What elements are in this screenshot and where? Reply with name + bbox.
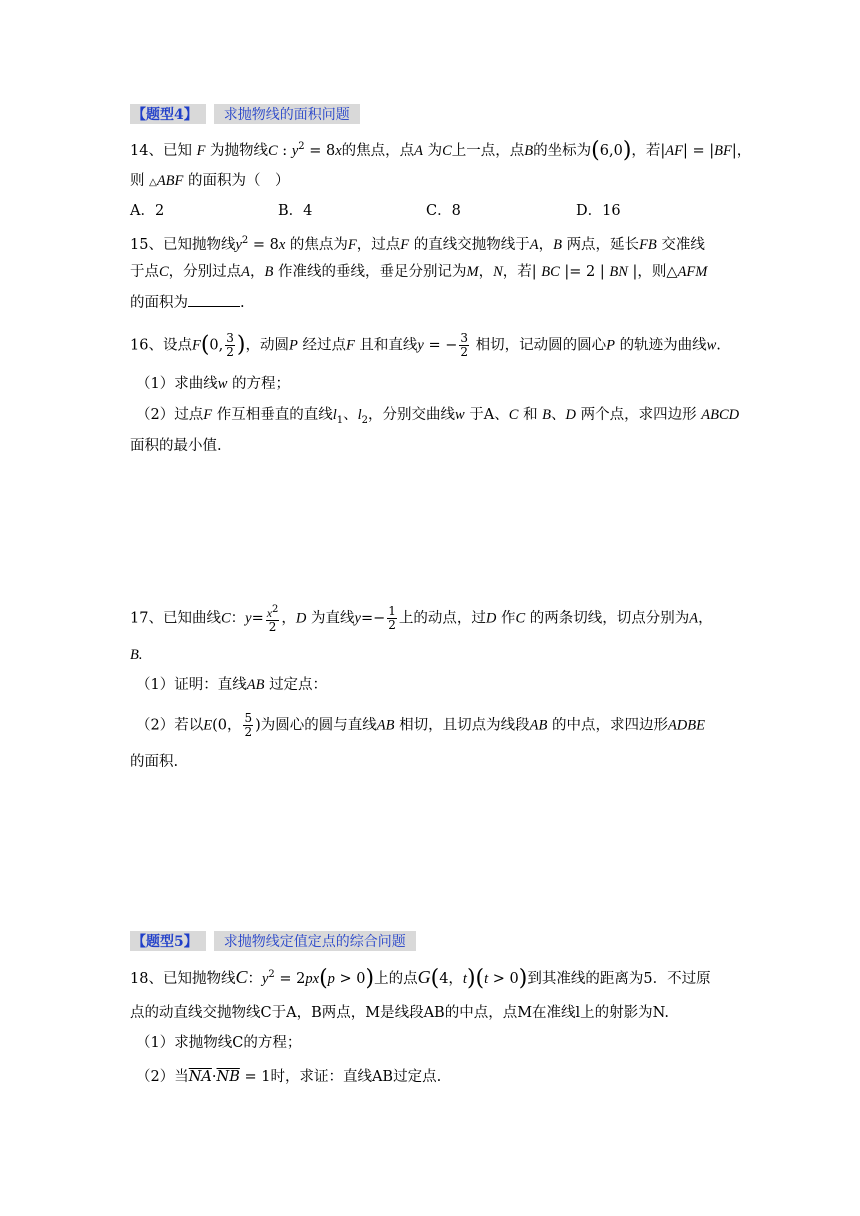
question-17-line-1: 17、已知曲线C：y= $\frac{x^2}{2}$ ，D 为直线y=− $\frac{1}{2}$ 上的动点，过D 作C 的两条切线，切点分别为A， (130, 604, 713, 634)
section-header-5 (130, 931, 416, 951)
option-a: A．2 (130, 203, 165, 219)
question-16-part-2-cont: 面积的最小值. (130, 438, 222, 454)
question-18-part-2: （2）当$\overline{NA}\cdot\overline{NB} = 1$时，求证：直线AB过定点. (136, 1069, 442, 1085)
question-17-part-1: （1）证明：直线AB 过定点： (136, 677, 328, 693)
question-16-part-2: （2）过点F 作互相垂直的直线$l_1$、$l_2$，分别交曲线w 于A、C 和 B、D 两个点，求四边形 ABCD (136, 407, 740, 426)
question-14-options (130, 200, 621, 222)
section-header-4 (130, 104, 360, 124)
question-17-part-2-cont: 的面积. (130, 754, 179, 770)
section-tag: 【题型4】 (132, 107, 198, 123)
question-14-line-2: 则 △ABF 的面积为（ ） (130, 173, 290, 189)
question-15-line-3: 的面积为 . (130, 292, 245, 314)
question-17-part-2: （2）若以E(0， $\frac{5}{2}$ )为圆心的圆与直线AB 相切，且切点为线段AB 的中点，求四边形ADBE (136, 711, 705, 739)
option-b: B．4 (278, 203, 313, 219)
question-15-line-1: 15、已知抛物线$y^2 = 8x$ 的焦点为F，过点F 的直线交抛物线于A，B 两点，延长FB 交准线 (130, 235, 705, 253)
question-16-part-1: （1）求曲线w 的方程； (136, 376, 291, 392)
question-18-line-1: 18、已知抛物线C：$y^2 = 2px(p > 0)$上的点G(4，t)(t > 0)到其准线的距离为5．不过原 (130, 965, 711, 991)
question-18-line-2: 点的动直线交抛物线C于A，B两点，M是线段AB的中点，点M在准线l上的射影为N. (130, 1005, 670, 1021)
question-15-line-2: 于点C，分别过点A，B 作准线的垂线，垂足分别记为M，N，若| BC |= 2 | BN |，则△AFM (130, 264, 708, 280)
question-16-line-1: 16、设点F(0, $\frac{3}{2}$ )，动圆P 经过点F 且和直线y = − $\frac{3}{2}$ 相切，记动圆的圆心P 的轨迹为曲线w. (130, 331, 721, 359)
question-14-line-1: 14、已知 F 为抛物线C : $y^2 = 8x$的焦点，点A 为C上一点，点B的坐标为(6,0)，若|AF| = |BF|， (130, 137, 752, 163)
section-title: 求抛物线定值定点的综合问题 (223, 934, 406, 950)
option-d: D．16 (576, 203, 621, 219)
section-title: 求抛物线的面积问题 (223, 107, 350, 123)
question-18-part-1: （1）求抛物线C的方程； (136, 1035, 302, 1051)
section-tag: 【题型5】 (132, 934, 198, 950)
option-c: C．8 (426, 203, 461, 219)
question-17-line-2: B. (130, 647, 143, 663)
answer-blank (188, 292, 240, 307)
